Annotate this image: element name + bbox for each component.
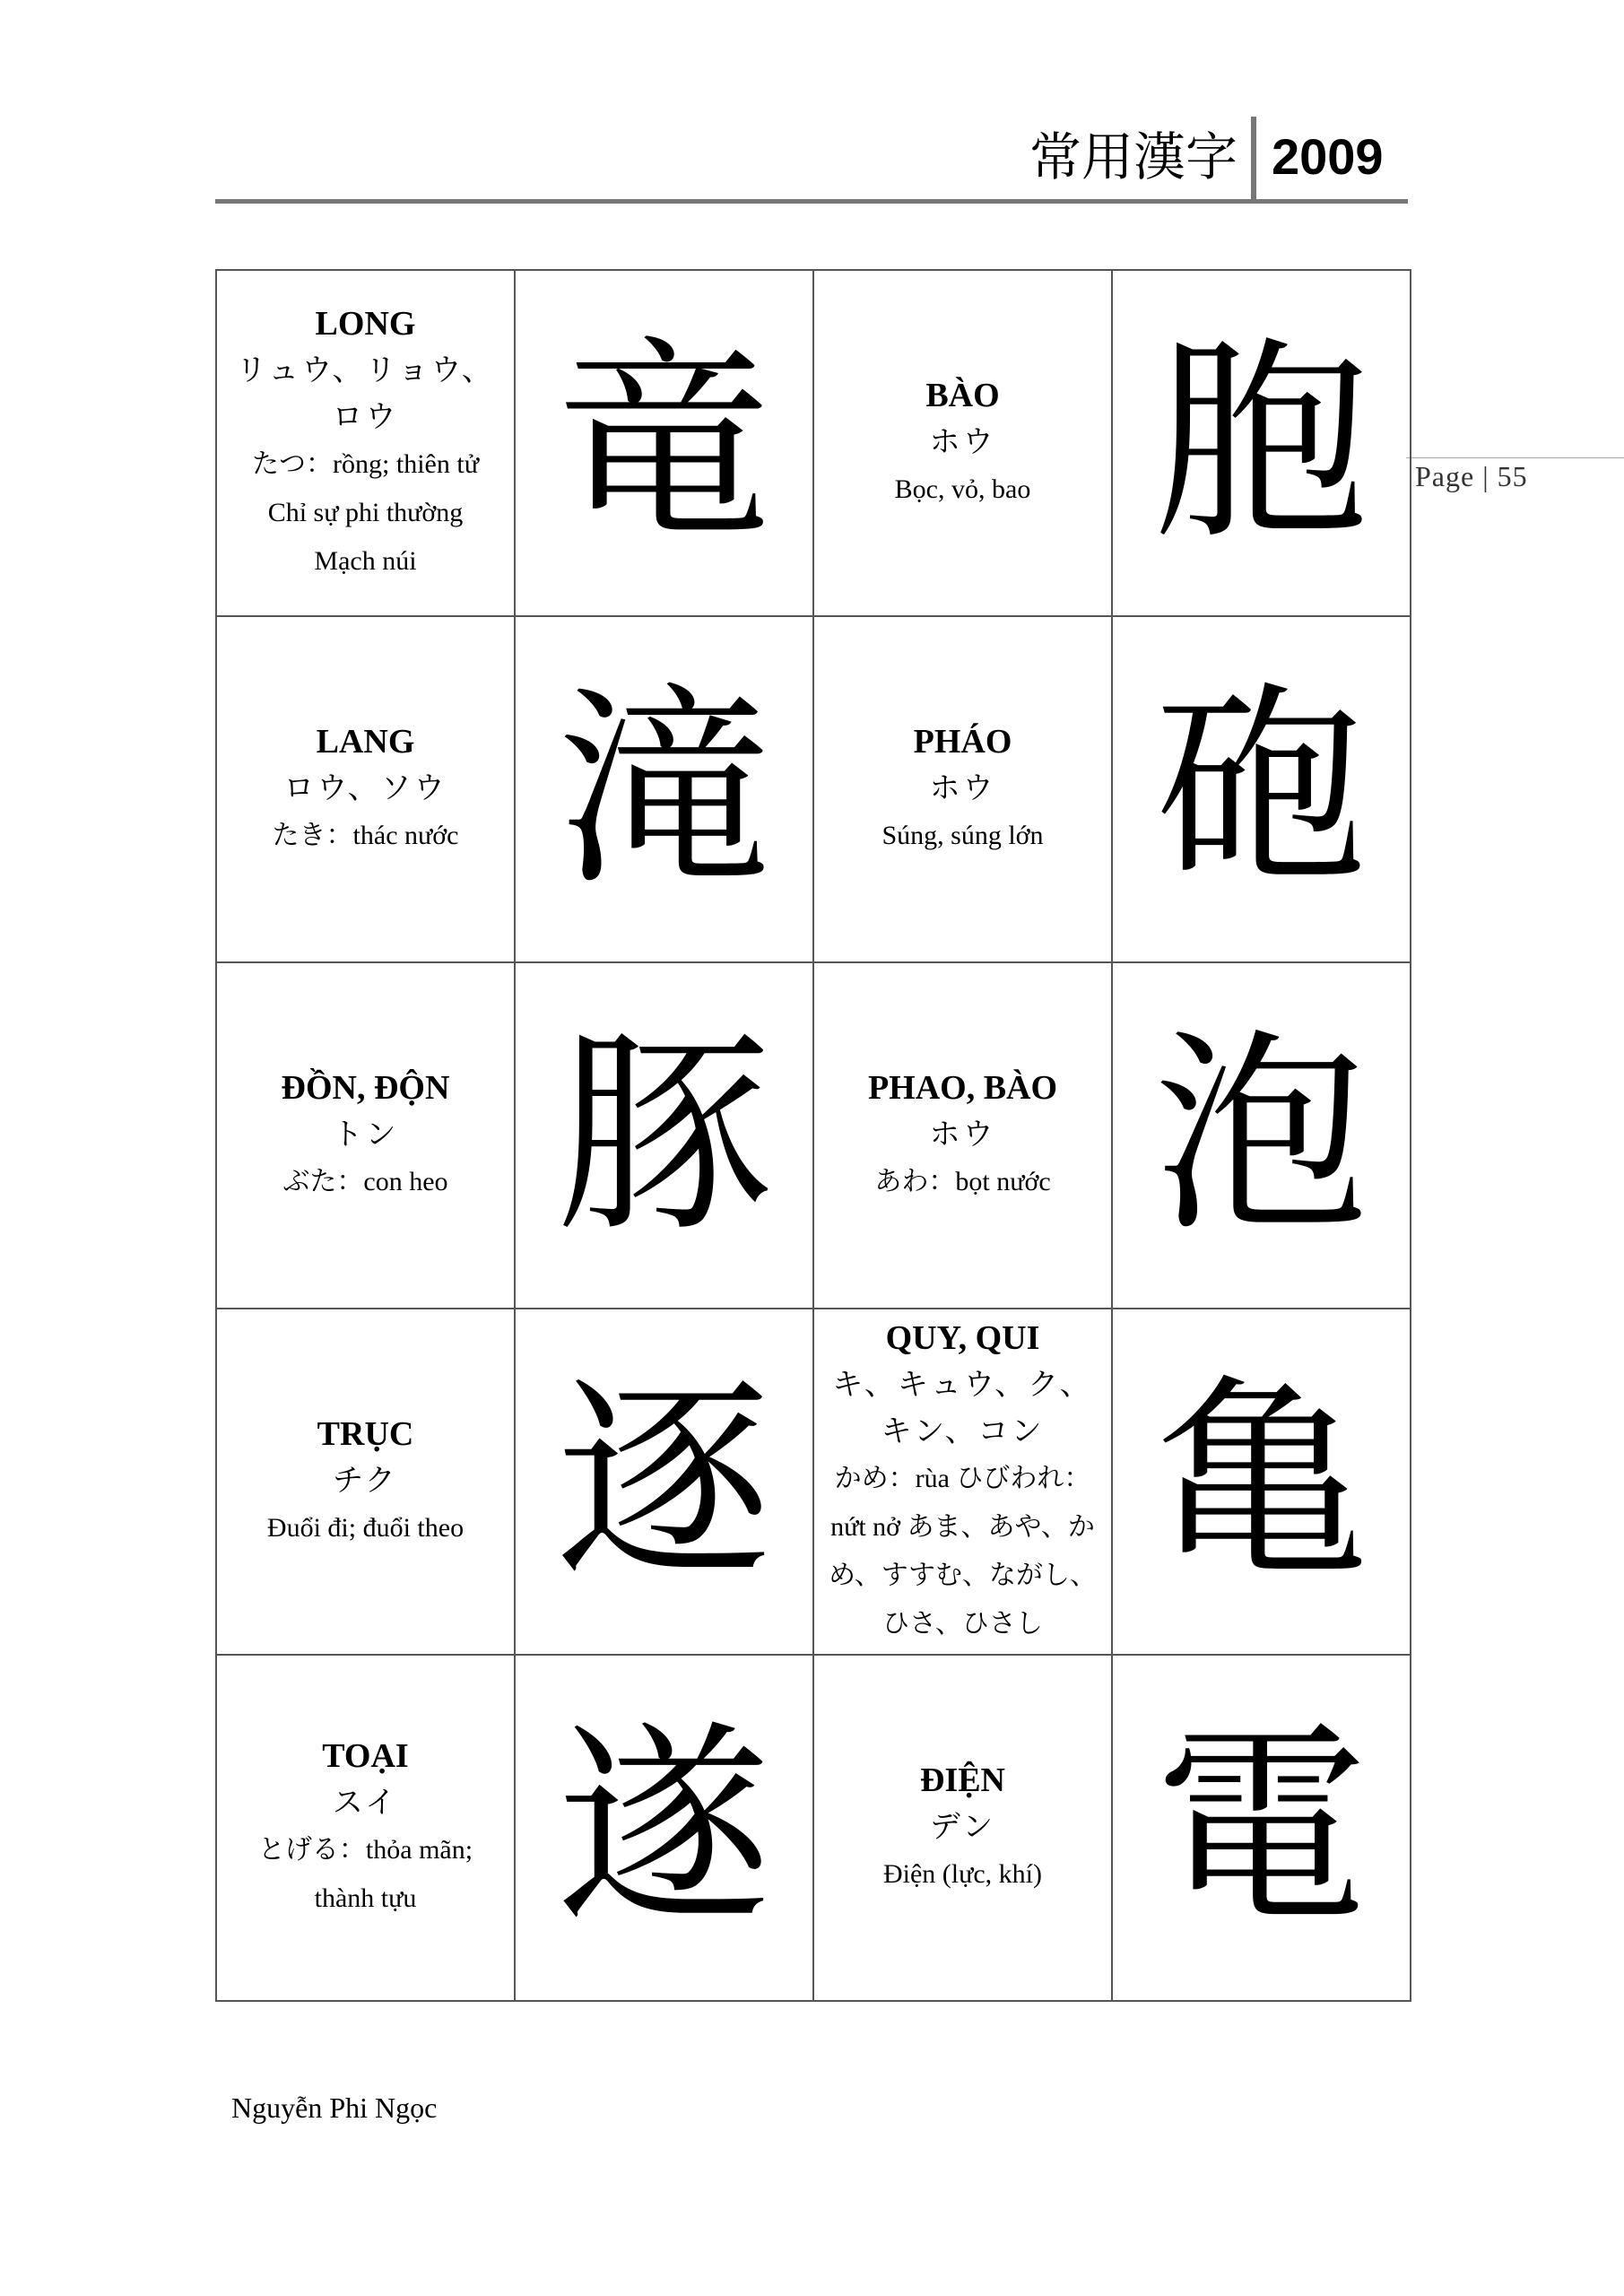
sino-vietnamese-reading: LANG [316,723,415,761]
entry-info-cell [813,1655,1112,2001]
kanji-cell [1112,962,1411,1309]
meaning-line: たき：thác nước [272,821,459,850]
sino-vietnamese-reading: BÀO [925,377,1000,414]
sino-vietnamese-reading: PHAO, BÀO [867,1069,1058,1107]
entry-info [217,1405,514,1558]
meaning-line: Chỉ sự phi thường [267,498,464,527]
entry-info [814,1752,1111,1904]
kanji-character: 電 [1153,1702,1369,1953]
kanji-character: 砲 [1153,664,1369,915]
meaning-line: ぶた：con heo [282,1167,448,1196]
entry-info-cell [813,1309,1112,1655]
meaning-line: ひさ、ひさし [882,1609,1043,1639]
entry-info [217,713,514,865]
entry-info-cell [216,616,515,962]
meaning-line: Đuổi đi; đuổi theo [266,1513,465,1543]
kanji-cell [1112,1655,1411,2001]
entry-info-cell [216,270,515,616]
kanji-cell [1112,270,1411,616]
onyomi-reading: キ、キュウ、ク、キン、コン [832,1367,1093,1449]
table-row [216,616,1411,962]
onyomi-reading: トン [332,1117,399,1152]
kanji-cell [1112,616,1411,962]
sino-vietnamese-reading: TRỤC [317,1415,414,1453]
page-number: Page | 55 [1415,460,1528,492]
kanji-table [215,269,1411,2002]
footer-author: Nguyễn Phi Ngọc [231,2092,438,2124]
kanji-character: 竜 [556,317,772,569]
meaning-line: たつ：rồng; thiên tử [252,449,479,479]
entry-info-cell [216,1655,515,2001]
sino-vietnamese-reading: LONG [315,305,416,343]
kanji-character: 滝 [556,664,772,915]
meaning-line: thành tựu [314,1883,417,1913]
table-row [216,270,1411,616]
onyomi-reading: ホウ [929,424,996,460]
onyomi-reading: デン [929,1809,996,1845]
entry-info-cell [216,1309,515,1655]
header-title: 常用漢字 [1029,126,1238,187]
entry-info-cell [813,270,1112,616]
entry-info-cell [813,962,1112,1309]
kanji-cell [1112,1309,1411,1655]
kanji-character: 遂 [556,1702,772,1953]
meaning-line: あわ：bọt nước [874,1167,1051,1196]
onyomi-reading: チク [333,1463,398,1499]
meaning-line: Súng, súng lớn [881,821,1044,850]
page-number-rule [1406,457,1624,458]
header-separator [1251,117,1256,201]
entry-info [217,1727,514,1928]
kanji-cell [515,270,813,616]
sino-vietnamese-reading: ĐIỆN [919,1761,1006,1799]
meaning-line: nứt nở あま、あや、か [830,1512,1095,1542]
header-rule [215,199,1408,204]
meaning-line: Bọc, vỏ, bao [894,474,1031,504]
table-row [216,962,1411,1309]
kanji-character: 亀 [1153,1356,1369,1607]
kanji-character: 泡 [1153,1010,1369,1261]
meaning-line: Mạch núi [314,546,417,576]
entry-info [814,1309,1111,1654]
kanji-character: 逐 [556,1356,772,1607]
kanji-character: 豚 [556,1010,772,1261]
kanji-cell [515,616,813,962]
entry-info [814,713,1111,865]
entry-info [217,295,514,591]
table-row [216,1309,1411,1655]
entry-info [814,1059,1111,1212]
entry-info [217,1059,514,1212]
sino-vietnamese-reading: PHÁO [913,723,1012,761]
sino-vietnamese-reading: ĐỒN, ĐỘN [281,1069,450,1107]
header-year: 2009 [1272,128,1384,185]
entry-info [814,367,1111,519]
onyomi-reading: スイ [332,1785,399,1821]
sino-vietnamese-reading: QUY, QUI [885,1319,1040,1357]
table-row [216,1655,1411,2001]
onyomi-reading: リュウ、リョウ、ロウ [236,352,495,435]
onyomi-reading: ホウ [929,770,996,806]
kanji-cell [515,1655,813,2001]
onyomi-reading: ロウ、ソウ [283,770,447,806]
kanji-cell [515,962,813,1309]
meaning-line: Điện (lực, khí) [882,1859,1043,1889]
entry-info-cell [216,962,515,1309]
meaning-line: め、すすむ、ながし、 [828,1561,1098,1590]
kanji-cell [515,1309,813,1655]
onyomi-reading: ホウ [929,1117,996,1152]
meaning-line: とげる：thỏa mãn; [257,1835,473,1865]
entry-info-cell [813,616,1112,962]
sino-vietnamese-reading: TOẠI [322,1737,409,1775]
meaning-line: かめ：rùa ひびわれ： [834,1464,1091,1493]
kanji-character: 胞 [1153,317,1369,569]
